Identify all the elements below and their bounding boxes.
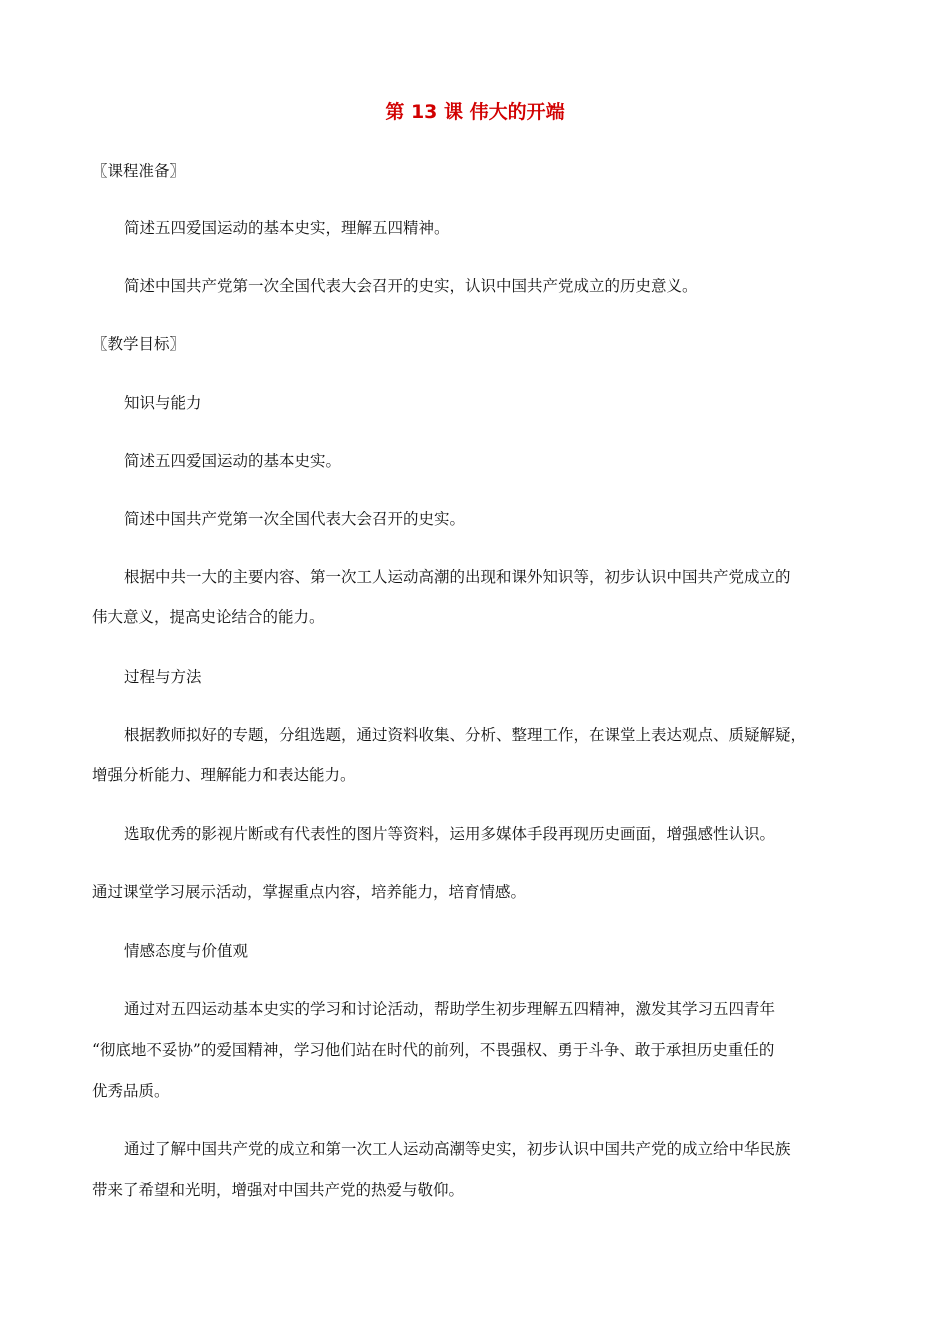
paragraph-process-2: 选取优秀的影视片断或有代表性的图片等资料，运用多媒体手段再现历史画面，增强感性认识。 [124, 825, 776, 843]
paragraph-prep-1: 简述五四爱国运动的基本史实，理解五四精神。 [124, 219, 450, 237]
paragraph-knowledge-2: 简述中国共产党第一次全国代表大会召开的史实。 [124, 510, 466, 528]
paragraph-knowledge-1: 简述五四爱国运动的基本史实。 [124, 452, 342, 470]
subheading-knowledge: 知识与能力 [124, 394, 202, 412]
paragraph-knowledge-3-line2: 伟大意义，提高史论结合的能力。 [92, 608, 325, 626]
paragraph-prep-2: 简述中国共产党第一次全国代表大会召开的史实，认识中国共产党成立的历史意义。 [124, 277, 698, 295]
subheading-process: 过程与方法 [124, 668, 202, 686]
subheading-emotion: 情感态度与价值观 [124, 942, 249, 960]
paragraph-process-1-line2: 增强分析能力、理解能力和表达能力。 [92, 766, 356, 784]
document-title: 第 13 课 伟大的开端 [385, 101, 565, 123]
paragraph-emotion-1-line2: “彻底地不妥协”的爱国精神，学习他们站在时代的前列，不畏强权、勇于斗争、敢于承担历史重任的 [92, 1041, 775, 1059]
paragraph-process-1-line1: 根据教师拟好的专题，分组选题，通过资料收集、分析、整理工作，在课堂上表达观点、质疑解疑， [124, 726, 807, 744]
paragraph-emotion-2-line2: 带来了希望和光明，增强对中国共产党的热爱与敬仰。 [92, 1181, 465, 1199]
paragraph-knowledge-3-line1: 根据中共一大的主要内容、第一次工人运动高潮的出现和课外知识等，初步认识中国共产党成立的 [124, 568, 791, 586]
paragraph-emotion-1-line3: 优秀品质。 [92, 1082, 170, 1100]
section-heading-teaching-goals: 〖教学目标〗 [92, 335, 186, 353]
paragraph-process-3: 通过课堂学习展示活动，掌握重点内容，培养能力，培育情感。 [92, 883, 527, 901]
paragraph-emotion-2-line1: 通过了解中国共产党的成立和第一次工人运动高潮等史实，初步认识中国共产党的成立给中华民族 [124, 1140, 791, 1158]
paragraph-emotion-1-line1: 通过对五四运动基本史实的学习和讨论活动，帮助学生初步理解五四精神，激发其学习五四青年 [124, 1000, 776, 1018]
section-heading-course-prep: 〖课程准备〗 [92, 162, 186, 180]
